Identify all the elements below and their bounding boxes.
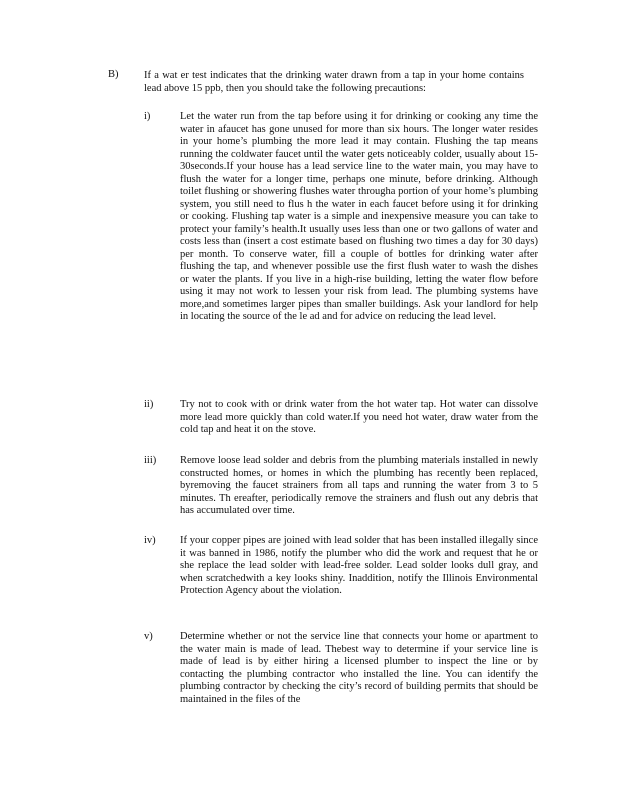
- list-item-text: Determine whether or not the service line that connects your home or apartment to the water main is made of lead. Thebest way to determine if your service line is made of lead is by either hiring a licensed plumber to inspect the line or by contacting the plumbing contractor who installed the line. You can identify the plumbing contractor by checking the city’s record of building permits that should be maintained in the files of the: [180, 631, 538, 705]
- list-item-number: iv): [144, 535, 156, 546]
- list-item-text: Remove loose lead solder and debris from the plumbing materials installed in newly constructed homes, or homes in which the plumbing has recently been replaced, byremoving the faucet strainers from all taps and running the water from 3 to 5 minutes. Th ereafter, periodically remove the strainers and flush out any debris that has accumulated over time.: [180, 455, 538, 516]
- list-item-number: i): [144, 111, 151, 122]
- section-label: B): [108, 69, 119, 80]
- list-item-text: Try not to cook with or drink water from the hot water tap. Hot water can dissolve more lead more quickly than cold water.If you need hot water, draw water from the cold tap and heat it on the stove.: [180, 399, 538, 435]
- list-item-text: If your copper pipes are joined with lead solder that has been installed illegally since it was banned in 1986, notify the plumber who did the work and request that he or she replace the lead solder with lead-free solder. Lead solder looks dull gray, and when scratchedwith a key looks shiny. Inaddition, notify the Illinois Environmental Protection Agency about the violation.: [180, 535, 538, 596]
- section-intro-paragraph: If a wat er test indicates that the drinking water drawn from a tap in your home contains lead above 15 ppb, then you should take the following precautions:: [144, 70, 524, 94]
- list-item-number: iii): [144, 455, 157, 466]
- list-item-number: ii): [144, 399, 154, 410]
- list-item-text: Let the water run from the tap before using it for drinking or cooking any time the water in afaucet has gone unused for more than six hours. The longer water resides in your home’s plumbing the more lead it may contain. Flushing the tap means running the coldwater faucet until the water gets noticeably colder, usually about 15-30seconds.If your house has a lead service line to the water main, you may have to flush the water for a longer time, perhaps one minute, before drinking. Although toilet flushing or showering flushes water througha portion of your home’s plumbing system, you still need to flus h the water in each faucet before using it for drinking or cooking. Flushing tap water is a simple and inexpensive measure you can take to protect your family’s health.It usually uses less than one or two gallons of water and costs less than (insert a cost estimate based on flushing two times a day for 30 days) per month. To conserve water, fill a couple of bottles for drinking water after flushing the tap, and whenever possible use the first flush water to wash the dishes or water the plants. If you live in a high-rise building, letting the water flow before using it may not work to lessen your risk from lead. The plumbing systems have more,and sometimes larger pipes than smaller buildings. Ask your landlord for help in locating the source of the le ad and for advice on reducing the lead level.: [180, 111, 538, 322]
- list-item-number: v): [144, 631, 153, 642]
